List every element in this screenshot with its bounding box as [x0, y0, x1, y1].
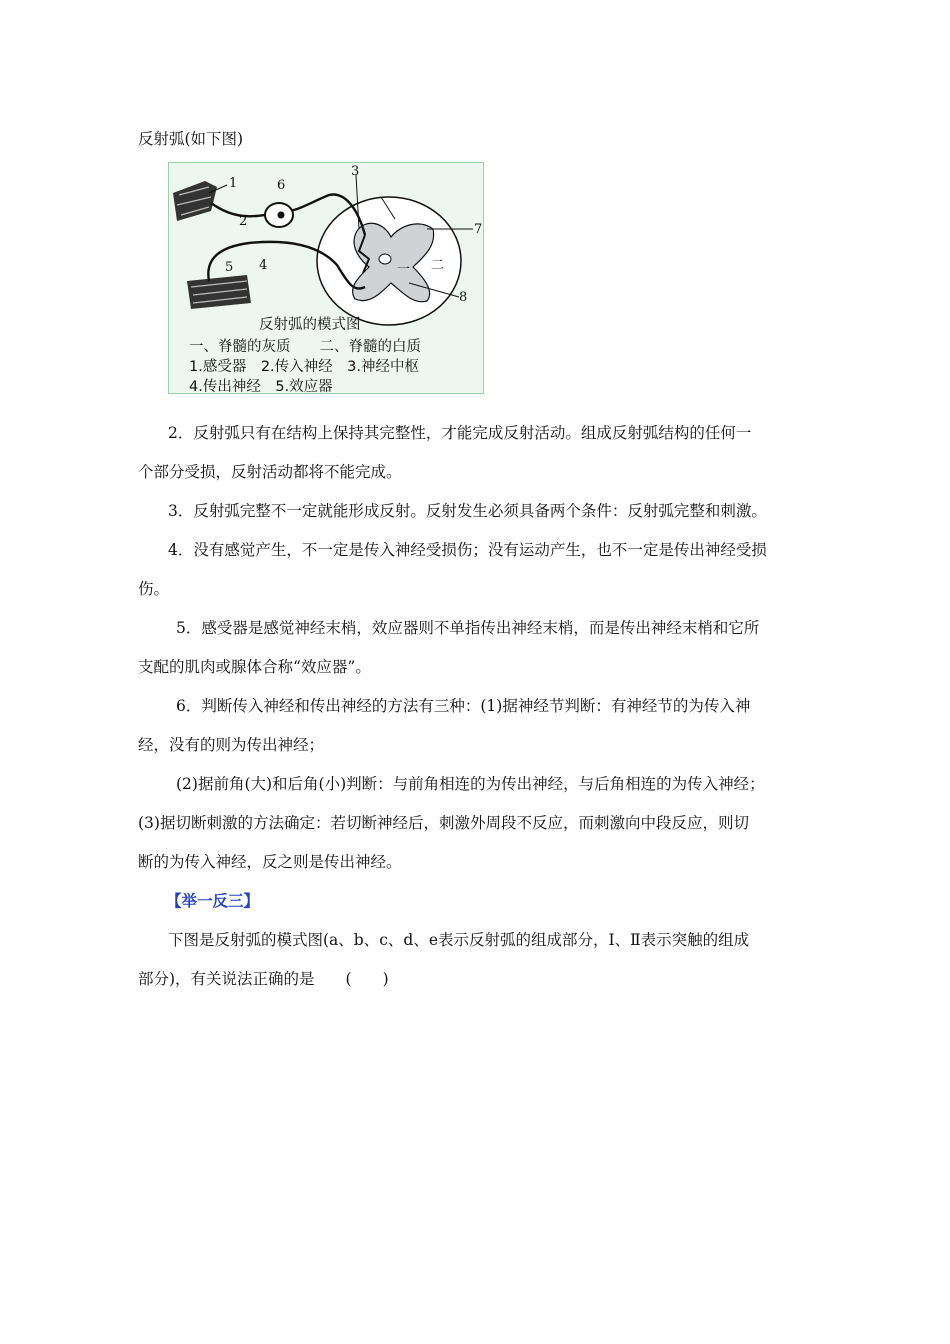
reflex-arc-figure — [168, 162, 484, 394]
reflex-arc-diagram — [169, 163, 483, 393]
label-4: 4 — [259, 258, 268, 273]
label-3: 3 — [351, 164, 360, 179]
figure-caption-title: 反射弧的模式图 — [259, 317, 361, 333]
paragraph-2-cont: 个部分受损，反射活动都将不能完成。 — [138, 463, 402, 481]
label-7: 7 — [474, 222, 483, 237]
figure-caption-line1: 一、脊髓的灰质 二、脊髓的白质 — [189, 339, 421, 355]
paragraph-6-method3-cont: 断的为传入神经，反之则是传出神经。 — [138, 853, 402, 871]
paragraph-6: 6．判断传入神经和传出神经的方法有三种：(1)据神经节判断：有神经节的为传入神 — [176, 697, 751, 715]
label-8: 8 — [459, 290, 468, 305]
paragraph-6-cont: 经，没有的则为传出神经； — [138, 736, 325, 754]
question-text: 下图是反射弧的模式图(a、b、c、d、e表示反射弧的组成部分，Ⅰ、Ⅱ表示突触的组成 — [168, 931, 750, 949]
paragraph-4: 4．没有感觉产生，不一定是传入神经受损伤；没有运动产生，也不一定是传出神经受损 — [168, 541, 767, 559]
paragraph-6-method3: (3)据切断刺激的方法确定：若切断神经后，刺激外周段不反应，而刺激向中段反应，则切 — [138, 814, 749, 832]
section-heading: 反射弧(如下图) — [138, 130, 244, 148]
paragraph-2: 2．反射弧只有在结构上保持其完整性，才能完成反射活动。组成反射弧结构的任何一 — [168, 424, 752, 442]
label-white-matter: 二 — [431, 258, 445, 273]
label-6: 6 — [277, 178, 286, 193]
section-label-practice: 【举一反三】 — [166, 891, 260, 910]
paragraph-5: 5．感受器是感觉神经末梢，效应器则不单指传出神经末梢，而是传出神经末梢和它所 — [176, 619, 760, 637]
paragraph-3: 3．反射弧完整不一定就能形成反射。反射发生必须具备两个条件：反射弧完整和刺激。 — [168, 502, 767, 520]
paragraph-6-method2: (2)据前角(大)和后角(小)判断：与前角相连的为传出神经，与后角相连的为传入神经； — [176, 775, 765, 793]
paragraph-5-cont: 支配的肌肉或腺体合称“效应器”。 — [138, 658, 371, 676]
figure-caption-line3: 4.传出神经 5.效应器 — [189, 379, 333, 393]
label-1: 1 — [229, 176, 238, 191]
label-gray-matter: 一 — [397, 262, 411, 277]
label-5: 5 — [225, 260, 234, 275]
question-text-cont: 部分)，有关说法正确的是 ( ) — [138, 970, 389, 988]
label-2: 2 — [239, 214, 248, 229]
paragraph-4-cont: 伤。 — [138, 580, 170, 598]
figure-caption-line2: 1.感受器 2.传入神经 3.神经中枢 — [189, 359, 420, 375]
